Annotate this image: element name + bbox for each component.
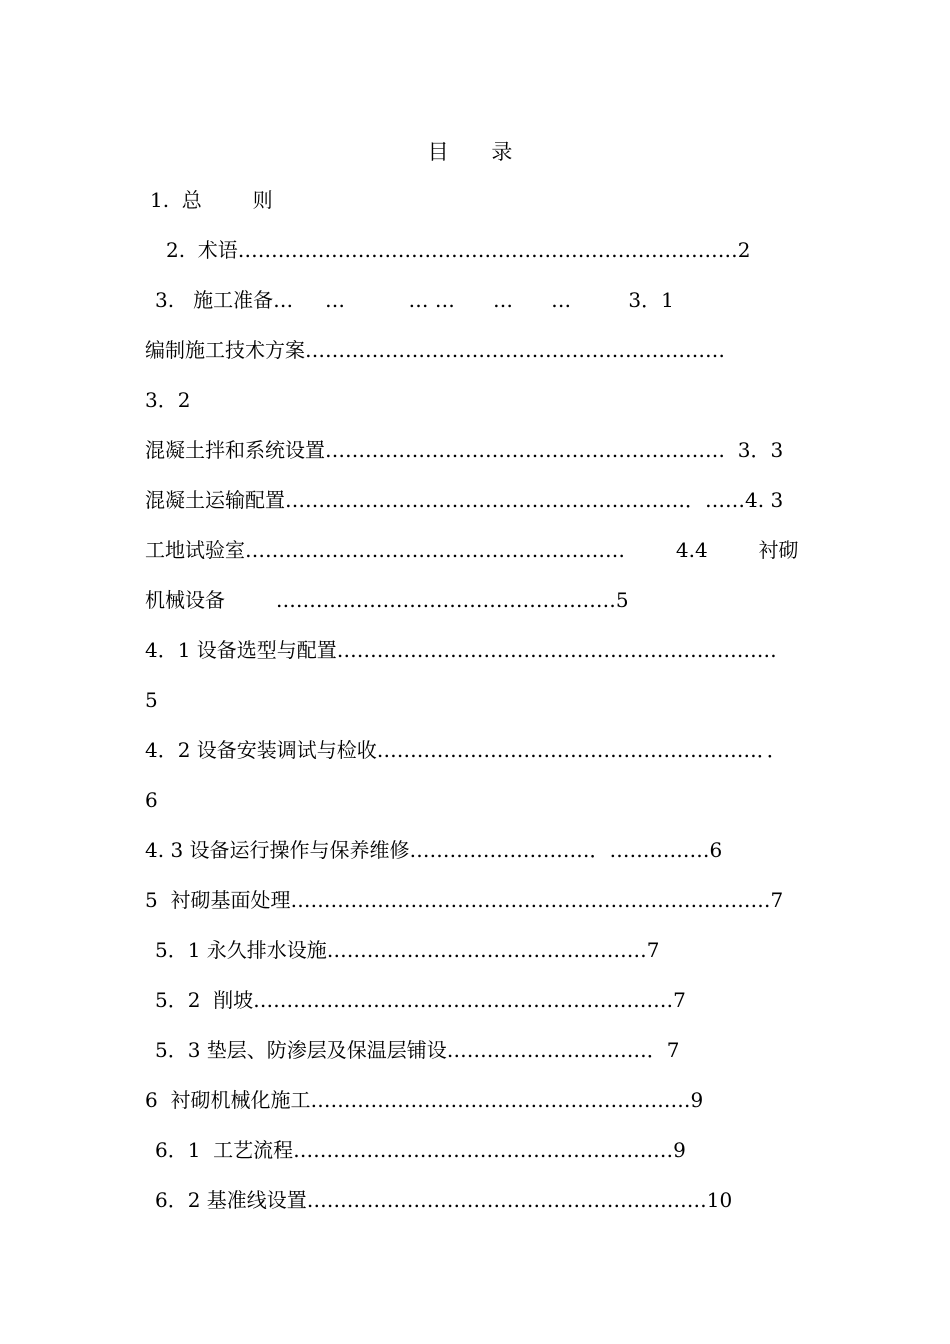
toc-line: 3．2 xyxy=(145,388,191,412)
toc-line: 3. 施工准备… … … … … … 3．1 xyxy=(155,288,674,312)
toc-line: 5 xyxy=(145,688,158,712)
toc-line: 6 衬砌机械化施工…………………………………………………9 xyxy=(145,1088,704,1112)
toc-line: 5．3 垫层、防渗层及保温层铺设…………………………．7 xyxy=(155,1038,680,1062)
toc-line: 5．1 永久排水设施…………………………………………7 xyxy=(155,938,660,962)
toc-line: 混凝土运输配置……………………………………………………．……4. 3 xyxy=(145,488,784,512)
toc-line: 机械设备 ……………………………………………5 xyxy=(145,588,629,612)
toc-line: 6 xyxy=(145,788,158,812)
toc-line: 6．1 工艺流程…………………………………………………9 xyxy=(155,1138,686,1162)
toc-line: 5．2 削坡………………………………………………………7 xyxy=(155,988,686,1012)
toc-line: 混凝土拌和系统设置…………………………………………………… 3．3 xyxy=(145,438,784,462)
toc-line: 5 衬砌基面处理………………………………………………………………7 xyxy=(145,888,784,912)
toc-line: 编制施工技术方案……………………………………………………… xyxy=(145,338,725,362)
toc-line: 2. 术语…………………………………………………………………2 xyxy=(166,238,751,262)
toc-line: 4．1 设备选型与配置………………………………………………………… xyxy=(145,638,777,662)
toc-line: 4．2 设备安装调试与检收…………………………………………………．． xyxy=(145,738,787,762)
toc-line: 6．2 基准线设置……………………………………………………10 xyxy=(155,1188,733,1212)
toc-line: 4. 3 设备运行操作与保养维修………………………．……………6 xyxy=(145,838,723,862)
toc-title: 目 录 xyxy=(427,140,531,164)
toc-line: 工地试验室………………………………………………… 4.4 衬砌 xyxy=(145,538,799,562)
toc-line: 1. 总 则 xyxy=(150,188,273,212)
